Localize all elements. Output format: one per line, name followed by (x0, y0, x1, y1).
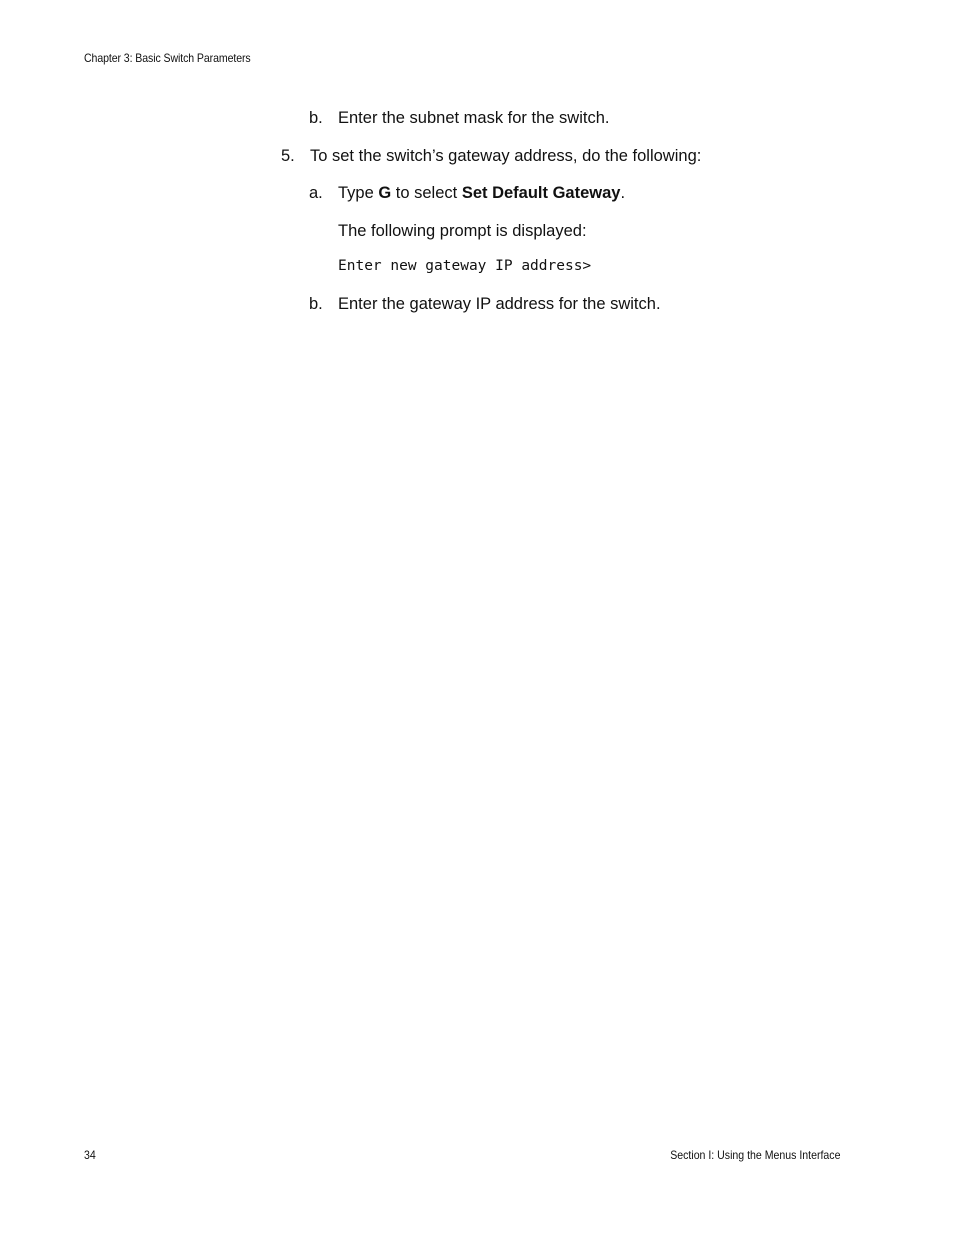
text-run: to select (391, 184, 462, 202)
menu-option-name: Set Default Gateway (461, 184, 621, 202)
page-number: 34 (84, 1148, 96, 1162)
paragraph-text: The following prompt is displayed: (338, 222, 587, 240)
command-prompt-code: Enter new gateway IP address> (338, 258, 592, 274)
running-header: Chapter 3: Basic Switch Parameters (84, 51, 251, 65)
text-run: Type (338, 184, 379, 202)
list-marker: 5. (281, 147, 295, 165)
list-marker: b. (309, 295, 323, 313)
list-marker: b. (309, 109, 323, 127)
text-run: . (620, 184, 626, 202)
list-marker: a. (309, 184, 323, 202)
list-item-text: Enter the subnet mask for the switch. (338, 109, 610, 127)
list-item-text: Enter the gateway IP address for the switch. (338, 295, 661, 313)
list-item-text (338, 183, 625, 203)
list-item-text: To set the switch’s gateway address, do the following: (310, 147, 702, 165)
key-name: G (378, 184, 392, 202)
running-footer-section: Section I: Using the Menus Interface (669, 1148, 840, 1162)
